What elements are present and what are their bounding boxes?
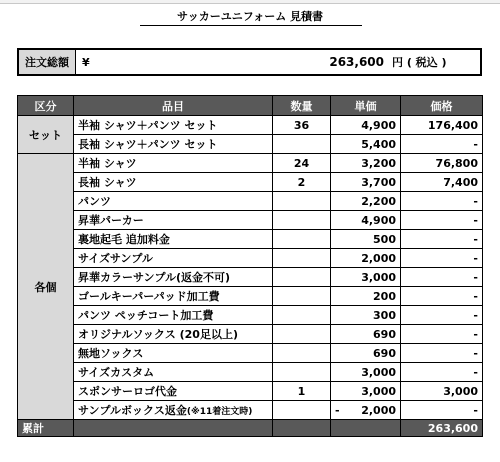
item-cell: パンツ	[74, 192, 273, 211]
header-item: 品目	[74, 96, 273, 116]
quote-table	[17, 95, 483, 437]
item-cell: 無地ソックス	[74, 344, 273, 363]
table-row	[18, 287, 483, 306]
unit-price-cell: 4,900	[331, 211, 401, 230]
order-total-label: 注文総額	[19, 50, 76, 74]
spreadsheet-top-edge	[0, 0, 500, 4]
category-set: セット	[18, 116, 74, 154]
unit-price-cell: 5,400	[331, 135, 401, 154]
table-row	[18, 211, 483, 230]
item-cell	[74, 401, 273, 420]
price-cell: -	[401, 344, 483, 363]
unit-price-cell: 690	[331, 325, 401, 344]
sum-empty-cell	[74, 420, 273, 437]
price-cell: -	[401, 135, 483, 154]
unit-price-cell: 3,000	[331, 268, 401, 287]
table-row	[18, 116, 483, 135]
table-row	[18, 173, 483, 192]
table-row	[18, 306, 483, 325]
table-row	[18, 325, 483, 344]
quantity-cell	[273, 192, 331, 211]
sum-empty-cell	[331, 420, 401, 437]
sum-value: 263,600	[401, 420, 483, 437]
table-row	[18, 382, 483, 401]
quantity-cell: 36	[273, 116, 331, 135]
header-unit-price: 単価	[331, 96, 401, 116]
price-cell: -	[401, 249, 483, 268]
price-cell: -	[401, 268, 483, 287]
quantity-cell	[273, 230, 331, 249]
price-cell: 76,800	[401, 154, 483, 173]
price-cell: 3,000	[401, 382, 483, 401]
table-row	[18, 249, 483, 268]
quantity-cell	[273, 363, 331, 382]
item-cell: 長袖 シャツ	[74, 173, 273, 192]
item-cell: 昇華カラーサンプル(返金不可)	[74, 268, 273, 287]
unit-price-cell: 3,200	[331, 154, 401, 173]
unit-price-cell: 2,200	[331, 192, 401, 211]
quantity-cell	[273, 249, 331, 268]
unit-price-cell: 3,000	[331, 382, 401, 401]
item-cell: オリジナルソックス (20足以上)	[74, 325, 273, 344]
minus-sign: -	[335, 403, 340, 417]
sum-empty-cell	[273, 420, 331, 437]
table-header-row	[18, 96, 483, 116]
header-quantity: 数量	[273, 96, 331, 116]
unit-price-cell	[331, 401, 401, 420]
unit-price-cell: 300	[331, 306, 401, 325]
table-sum-row	[18, 420, 483, 437]
price-cell: -	[401, 401, 483, 420]
quantity-cell	[273, 268, 331, 287]
price-cell: 176,400	[401, 116, 483, 135]
category-each: 各個	[18, 154, 74, 420]
unit-price-cell: 200	[331, 287, 401, 306]
item-cell: 半袖 シャツ	[74, 154, 273, 173]
quantity-cell	[273, 344, 331, 363]
item-cell: 長袖 シャツ＋パンツ セット	[74, 135, 273, 154]
table-row	[18, 154, 483, 173]
header-price: 価格	[401, 96, 483, 116]
quantity-cell	[273, 135, 331, 154]
quantity-cell	[273, 211, 331, 230]
item-cell: 昇華パーカー	[74, 211, 273, 230]
price-cell: 7,400	[401, 173, 483, 192]
price-cell: -	[401, 325, 483, 344]
item-cell: パンツ ペッチコート加工費	[74, 306, 273, 325]
header-category: 区分	[18, 96, 74, 116]
item-cell: サイズサンプル	[74, 249, 273, 268]
table-row	[18, 192, 483, 211]
quantity-cell: 2	[273, 173, 331, 192]
unit-price-cell: 4,900	[331, 116, 401, 135]
sum-label: 累計	[18, 420, 74, 437]
title-underline	[140, 25, 362, 26]
price-cell: -	[401, 192, 483, 211]
table-row	[18, 268, 483, 287]
currency-symbol: ¥	[82, 55, 90, 69]
quantity-cell	[273, 401, 331, 420]
quantity-cell: 1	[273, 382, 331, 401]
table-row	[18, 135, 483, 154]
unit-price-cell: 2,000	[331, 249, 401, 268]
unit-price-value: 2,000	[361, 403, 396, 417]
order-total-suffix: 円 ( 税込 )	[392, 56, 447, 69]
unit-price-cell: 3,700	[331, 173, 401, 192]
price-cell: -	[401, 363, 483, 382]
order-total-box	[17, 48, 482, 76]
unit-price-cell: 3,000	[331, 363, 401, 382]
price-cell: -	[401, 230, 483, 249]
price-cell: -	[401, 287, 483, 306]
unit-price-cell: 690	[331, 344, 401, 363]
unit-price-cell: 500	[331, 230, 401, 249]
quantity-cell	[273, 287, 331, 306]
table-row	[18, 230, 483, 249]
price-cell: -	[401, 306, 483, 325]
quantity-cell	[273, 306, 331, 325]
table-row	[18, 344, 483, 363]
quantity-cell	[273, 325, 331, 344]
item-cell: スポンサーロゴ代金	[74, 382, 273, 401]
item-main-text: サンプルボックス返金	[78, 404, 187, 417]
order-total-amount: 263,600	[329, 55, 384, 69]
document-title: サッカーユニフォーム 見積書	[176, 10, 324, 23]
quantity-cell: 24	[273, 154, 331, 173]
price-cell: -	[401, 211, 483, 230]
item-cell: 半袖 シャツ＋パンツ セット	[74, 116, 273, 135]
table-row	[18, 363, 483, 382]
item-cell: 裏地起毛 追加料金	[74, 230, 273, 249]
item-note-text: (※11着注文時)	[186, 407, 253, 417]
item-cell: サイズカスタム	[74, 363, 273, 382]
item-cell: ゴールキーパーパッド加工費	[74, 287, 273, 306]
table-row	[18, 401, 483, 420]
